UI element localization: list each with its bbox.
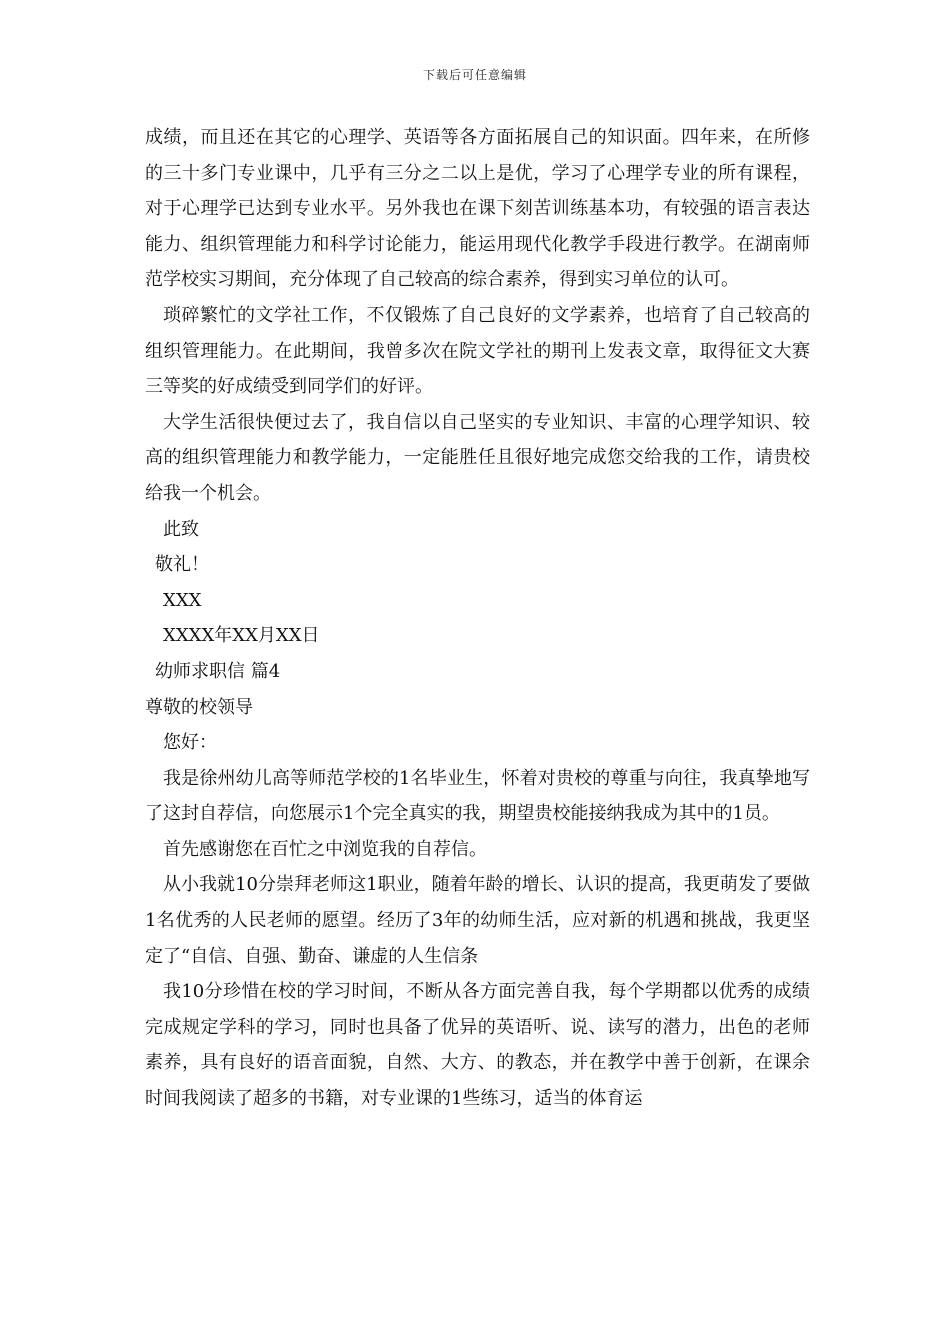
closing-salutation: 此致: [163, 518, 199, 540]
paragraph-college-summary: 大学生活很快便过去了，我自信以自己坚实的专业知识、丰富的心理学知识、较高的组织管理能力和教学能力，一定能胜任且很好地完成您交给我的工作，请贵校给我一个机会。: [145, 411, 810, 504]
paragraph-study: 我10分珍惜在校的学习时间，不断从各方面完善自我，每个学期都以优秀的成绩完成规定学科的学习，同时也具备了优异的英语听、说、读写的潜力，出色的老师素养，具有良好的语音面貌，自然、大方、的教态，并在教学中善于创新，在课余时间我阅读了超多的书籍，对专业课的1些练习，适当的体育运: [145, 981, 810, 1110]
letter-greeting: 您好：: [163, 732, 217, 754]
signature-date: XXXX年XX月XX日: [163, 625, 320, 647]
letter-greeting-recipient: 尊敬的校领导: [145, 696, 253, 718]
paragraph-motivation: 从小我就10分崇拜老师这1职业，随着年龄的增长、认识的提高，我更萌发了要做1名优秀的人民老师的愿望。经历了3年的幼师生活，应对新的机遇和挑战，我更坚定了“自信、自强、勤奋、谦虚的人生信条: [145, 874, 810, 967]
section-title: 幼师求职信 篇4: [155, 660, 281, 682]
closing-regards: 敬礼！: [155, 554, 209, 576]
document-body: [145, 120, 810, 1117]
paragraph-academic: 成绩，而且还在其它的心理学、英语等各方面拓展自己的知识面。四年来，在所修的三十多门专业课中，几乎有三分之二以上是优，学习了心理学专业的所有课程，对于心理学已达到专业水平。另外我也在课下刻苦训练基本功，有较强的语言表达能力、组织管理能力和科学讨论能力，能运用现代化教学手段进行教学。在湖南师范学校实习期间，充分体现了自己较高的综合素养，得到实习单位的认可。: [145, 127, 810, 291]
paragraph-thanks: 首先感谢您在百忙之中浏览我的自荐信。: [163, 838, 487, 860]
page-header: 下载后可任意编辑: [422, 68, 527, 82]
signature-name: XXX: [163, 589, 202, 611]
paragraph-introduction: 我是徐州幼儿高等师范学校的1名毕业生，怀着对贵校的尊重与向往，我真挚地写了这封自荐信，向您展示1个完全真实的我，期望贵校能接纳我成为其中的1员。: [145, 767, 810, 825]
paragraph-literary-club: 琐碎繁忙的文学社工作，不仅锻炼了自己良好的文学素养，也培育了自己较高的组织管理能力。在此期间，我曾多次在院文学社的期刊上发表文章，取得征文大赛三等奖的好成绩受到同学们的好评。: [145, 304, 810, 398]
